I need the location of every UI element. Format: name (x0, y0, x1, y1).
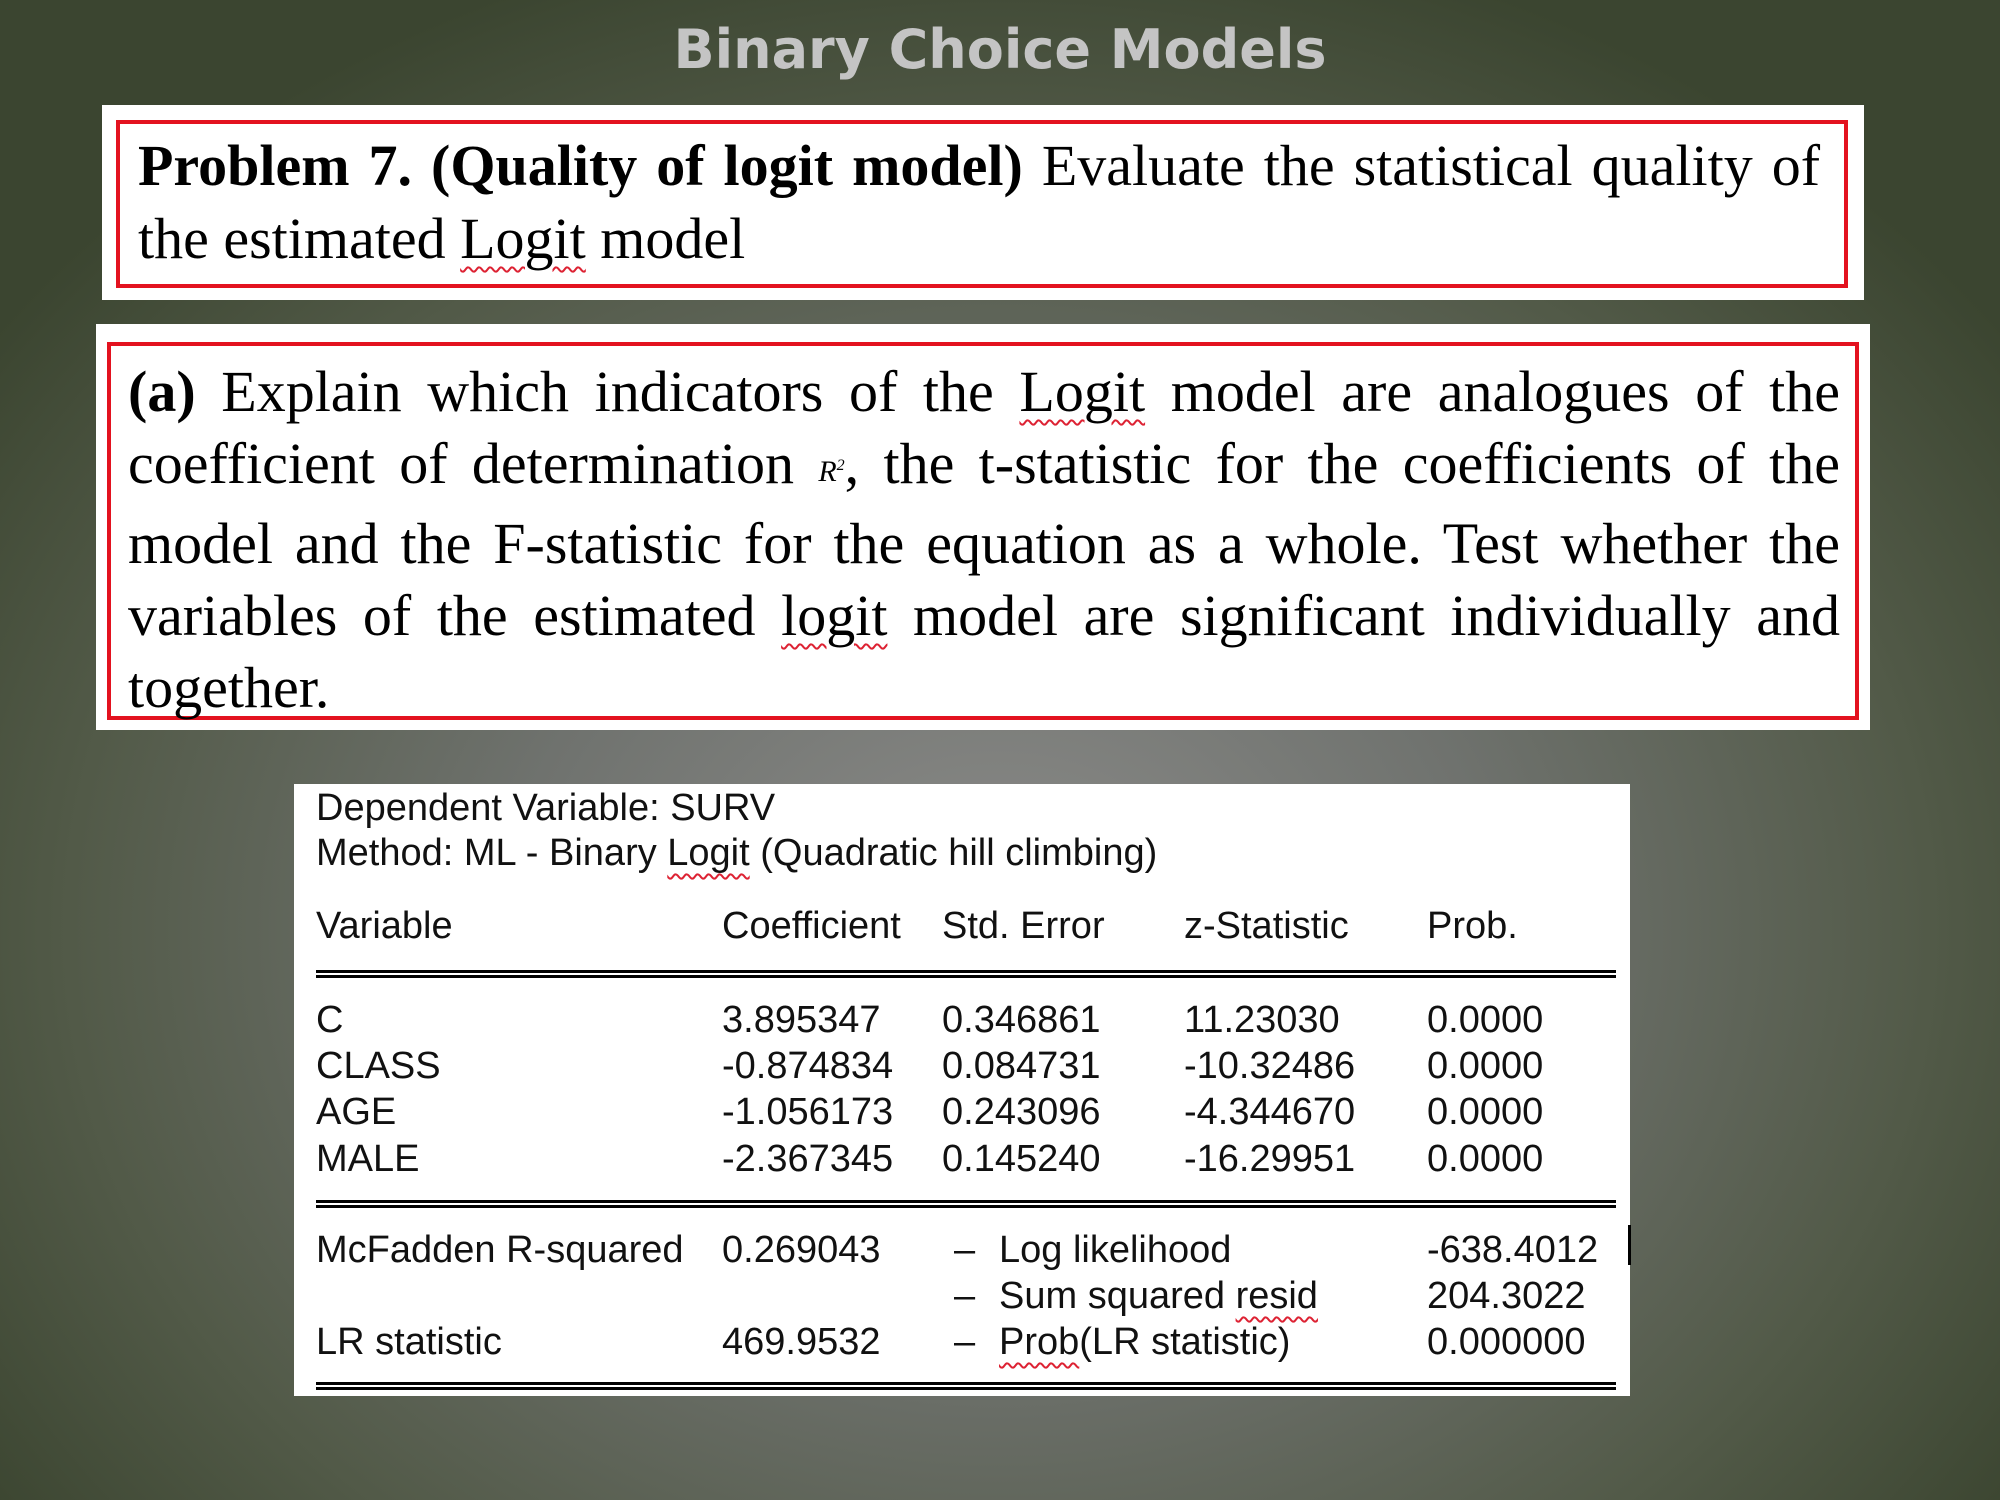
dependent-variable: Dependent Variable: SURV (316, 787, 776, 829)
row-std-error: 0.145240 (942, 1138, 1101, 1180)
row-coefficient: 3.895347 (722, 999, 881, 1041)
slide-title: Binary Choice Models (673, 18, 1327, 81)
task-a-text-1: Explain which indicators of the (221, 359, 994, 424)
row-z-statistic: -10.32486 (1184, 1045, 1356, 1087)
row-variable: AGE (316, 1091, 397, 1133)
row-prob: 0.0000 (1427, 1045, 1544, 1087)
row-z-statistic: -16.29951 (1184, 1138, 1356, 1180)
row-coefficient: -1.056173 (722, 1091, 894, 1133)
logit-word: Logit (1019, 359, 1146, 424)
row-std-error: 0.084731 (942, 1045, 1101, 1087)
row-z-statistic: 11.23030 (1184, 999, 1340, 1041)
task-a-panel (96, 324, 1870, 730)
row-prob: 0.0000 (1427, 999, 1544, 1041)
stat-dash: – (954, 1321, 976, 1363)
row-std-error: 0.243096 (942, 1091, 1101, 1133)
stat-name-value: 0.000000 (1427, 1321, 1586, 1363)
problem-text-1: Evaluate the statistical quality of the estimated (138, 133, 1821, 271)
row-prob: 0.0000 (1427, 1091, 1544, 1133)
stat-dash: – (954, 1229, 976, 1271)
row-variable: MALE (316, 1138, 420, 1180)
cell-border (1628, 1225, 1631, 1265)
task-a-text (128, 356, 1840, 724)
row-variable: CLASS (316, 1045, 441, 1087)
header-z-statistic: z-Statistic (1184, 905, 1349, 947)
logit-word: logit (781, 583, 888, 648)
problem-text-2: model (600, 206, 746, 271)
stat-name-value: 204.3022 (1427, 1275, 1586, 1317)
problem-statement-text (138, 129, 1820, 275)
estimation-method: Method: ML - Binary Logit (Quadratic hill climbing) (316, 832, 1158, 874)
row-z-statistic: -4.344670 (1184, 1091, 1356, 1133)
header-prob: Prob. (1427, 905, 1518, 947)
regression-output-table (294, 784, 1630, 1396)
double-rule (316, 970, 1616, 978)
stat-label: McFadden R-squared (316, 1229, 684, 1271)
double-rule (316, 1382, 1616, 1390)
task-a-text-4: model are significant individually and together. (128, 583, 1840, 720)
stat-value: 469.9532 (722, 1321, 881, 1363)
stat-name: Prob(LR statistic) (999, 1321, 1291, 1363)
double-rule (316, 1200, 1616, 1208)
task-a-text-2: model are analogues of the coefficient of determination (128, 359, 1841, 496)
row-coefficient: -2.367345 (722, 1138, 894, 1180)
logit-word: Logit (460, 206, 586, 271)
row-prob: 0.0000 (1427, 1138, 1544, 1180)
header-std-error: Std. Error (942, 905, 1105, 947)
stat-name-value: -638.4012 (1427, 1229, 1599, 1271)
header-variable: Variable (316, 905, 453, 947)
task-a-label: (a) (128, 359, 196, 424)
stat-label: LR statistic (316, 1321, 502, 1363)
task-a-text-3: , the t-statistic for the coefficients of the model and the F-statistic for the equation as a whole. Test whether the variables of the estimated (128, 431, 1841, 648)
row-std-error: 0.346861 (942, 999, 1101, 1041)
row-coefficient: -0.874834 (722, 1045, 894, 1087)
problem-statement-panel (102, 105, 1864, 300)
stat-dash: – (954, 1275, 976, 1317)
stat-name: Log likelihood (999, 1229, 1232, 1271)
row-variable: C (316, 999, 344, 1041)
r-squared-symbol: $R^2$ (818, 455, 845, 488)
stat-name: Sum squared resid (999, 1275, 1318, 1317)
problem-heading: Problem 7. (Quality of logit model) (138, 133, 1023, 198)
stat-value: 0.269043 (722, 1229, 881, 1271)
header-coefficient: Coefficient (722, 905, 901, 947)
